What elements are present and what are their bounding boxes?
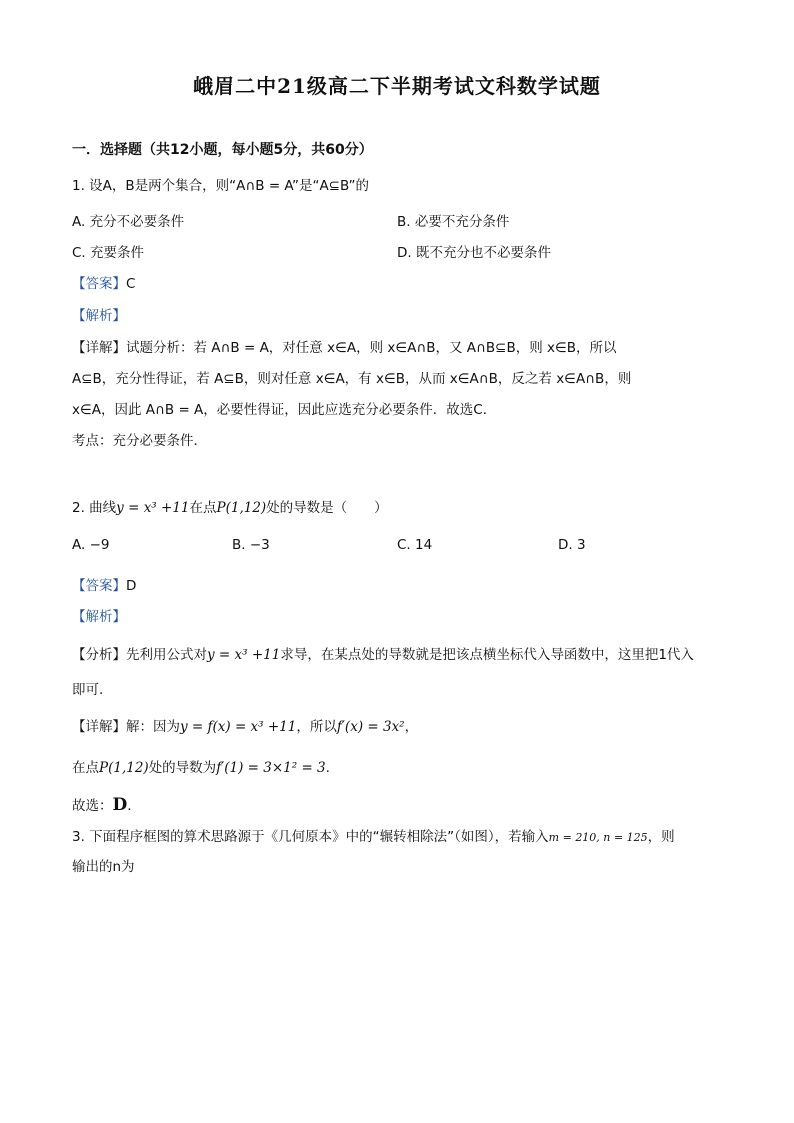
at-end: . [325, 760, 330, 776]
q2-at-point-line [72, 758, 330, 778]
detail-pre: 解：因为 [126, 719, 180, 735]
q1-option-c: C. 充要条件 [72, 245, 145, 261]
choose-end: . [127, 798, 132, 814]
q1-answer-line [72, 274, 135, 294]
q1-detail-line-2: A⊆B，充分性得证，若 A⊆B，则对任意 x∈A，有 x∈B，从而 x∈A∩B，反之若 x∈A∩B，则 [72, 371, 632, 387]
q2-option-a: A. −9 [72, 537, 110, 553]
answer-tag: 【答案】 [72, 276, 126, 292]
q2-point: P(1,12) [216, 500, 267, 516]
q2-fenxi-line-1 [72, 645, 694, 665]
at-formula: f′(1) = 3×1² = 3 [216, 760, 326, 776]
detail-tag: 【详解】 [72, 719, 126, 735]
q1-analysis-tag: 【解析】 [72, 308, 126, 324]
q1-answer: C [126, 276, 136, 292]
q3-formula: m = 210, n = 125 [548, 831, 648, 844]
detail-tag: 【详解】 [72, 340, 126, 356]
choose-value: D [112, 795, 128, 815]
q2-option-d: D. 3 [558, 537, 586, 553]
q2-fenxi-line-2: 即可. [72, 682, 104, 698]
q1-option-a: A. 充分不必要条件 [72, 214, 185, 230]
detail-formula: y = f(x) = x³ +11 [180, 719, 297, 735]
q2-detail-line [72, 717, 418, 737]
q1-detail-line-1 [72, 338, 617, 358]
answer-tag: 【答案】 [72, 578, 126, 594]
q2-stem [72, 498, 388, 518]
at-pre: 在点 [72, 760, 99, 776]
fenxi-post: 求导，在某点处的导数就是把该点横坐标代入导函数中，这里把1代入 [280, 647, 694, 663]
q3-stem-line-1 [72, 827, 675, 848]
q1-option-d: D. 既不充分也不必要条件 [397, 245, 551, 261]
page-title: 峨眉二中21级高二下半期考试文科数学试题 [193, 74, 601, 98]
q3-stem-line-2: 输出的n为 [72, 859, 135, 875]
q2-analysis-tag: 【解析】 [72, 609, 126, 625]
derivative-formula: f′(x) = 3x² [336, 719, 405, 735]
q3-post: ，则 [647, 829, 675, 845]
at-mid: 处的导数为 [148, 760, 217, 776]
q1-detail-line-3: x∈A，因此 A∩B = A，必要性得证，因此应选充分必要条件．故选C． [72, 402, 497, 418]
q2-answer: D [126, 578, 137, 594]
q2-choose-line [72, 795, 132, 816]
detail-end: ， [404, 719, 419, 735]
q2-option-b: B. −3 [232, 537, 270, 553]
choose-pre: 故选： [72, 798, 113, 814]
fenxi-formula: y = x³ +11 [207, 647, 281, 663]
section-heading: 一．选择题（共12小题，每小题5分，共60分） [72, 142, 373, 158]
q3-pre: 3. 下面程序框图的算术思路源于《几何原本》中的“辗转相除法”（如图），若输入 [72, 829, 549, 845]
at-point: P(1,12) [99, 760, 149, 776]
q2-stem-mid: 在点 [189, 500, 217, 516]
q2-stem-pre: 2. 曲线 [72, 500, 117, 516]
q1-option-b: B. 必要不充分条件 [397, 214, 510, 230]
q2-answer-line [72, 576, 136, 596]
fenxi-pre: 先利用公式对 [126, 647, 207, 663]
fenxi-tag: 【分析】 [72, 647, 126, 663]
q1-point: 考点：充分必要条件． [72, 433, 207, 449]
q1-stem: 1. 设A，B是两个集合，则“A∩B = A”是“A⊆B”的 [72, 178, 370, 194]
detail-mid: ，所以 [296, 719, 337, 735]
detail-text: 试题分析：若 A∩B = A，对任意 x∈A，则 x∈A∩B，又 A∩B⊆B，则 x∈B，所以 [126, 340, 617, 356]
q2-option-c: C. 14 [397, 537, 433, 553]
q2-curve-formula: y = x³ +11 [116, 500, 190, 516]
q2-stem-post: 处的导数是（ ） [266, 500, 388, 516]
